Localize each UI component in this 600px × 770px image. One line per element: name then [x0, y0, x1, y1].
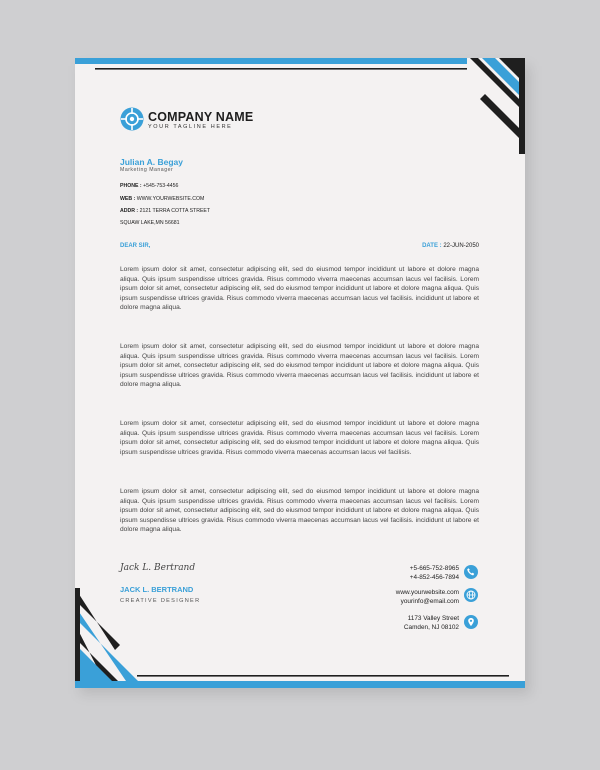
contact-web [396, 588, 459, 606]
globe-icon [464, 588, 478, 602]
sender-address: 2121 TERRA COTTA STREET [139, 208, 211, 214]
contact-street: 1173 Valley Street [407, 615, 459, 622]
location-pin-icon [464, 615, 478, 629]
date-label: DATE : [422, 243, 442, 249]
signature: Jack L. Bertrand [120, 563, 196, 573]
contact-phone-2: +4-852-456-7894 [409, 574, 459, 581]
phone-label: PHONE : [120, 183, 142, 189]
signer-name: JACK L. BERTRAND [120, 585, 194, 594]
sender-web: WWW.YOURWEBSITE.COM [136, 196, 205, 202]
target-circle-icon [120, 107, 144, 131]
sender-name: Julian A. Begay [120, 157, 183, 167]
contact-phone-1: +5-665-752-8965 [409, 565, 459, 572]
body-paragraph-3: Lorem ipsum dolor sit amet, consectetur adipiscing elit, sed do eiusmod tempor incididunt ut labore et dolore magna aliqua. Quis ipsum suspendisse ultrices gravida. Risus commodo viverra maecenas accumsan lacus vel facilisis. Lorem ipsum dolor sit amet, consectetur adipiscing elit, sed do eiusmod tempor incididunt ut labore et dolore magna aliqua. Quis ipsum suspendisse ultrices gravida. Risus commodo viverra maecenas accumsan lacus vel facilisis. [120, 420, 479, 456]
sender-phone: +545-753-4456 [143, 183, 179, 189]
company-name: COMPANY NAME [148, 110, 254, 124]
sender-address-line-2: SQUAW LAKE,MN 56681 [120, 220, 180, 226]
salutation: DEAR SIR, [120, 243, 151, 249]
contact-address [404, 614, 459, 632]
sender-address-line [120, 208, 210, 214]
body-paragraph-4: Lorem ipsum dolor sit amet, consectetur adipiscing elit, sed do eiusmod tempor incididunt ut labore et dolore magna aliqua. Quis ipsum suspendisse ultrices gravida. Risus commodo viverra maecenas accumsan lacus vel facilisis. Lorem ipsum dolor sit amet, consectetur adipiscing elit, sed do eiusmod tempor incididunt ut labore et dolore magna aliqua. Quis ipsum suspendisse ultrices gravida. Risus commodo viverra maecenas accumsan lacus vel facilisis. incididunt ut labore et dolore magna aliqua. [120, 488, 479, 534]
letter-date [422, 243, 479, 249]
contact-phones [410, 564, 459, 582]
letterhead-page [75, 58, 525, 688]
date-value: 22-JUN-2050 [443, 243, 479, 249]
company-tagline: YOUR TAGLINE HERE [148, 124, 233, 130]
web-label: WEB : [120, 196, 136, 202]
body-paragraph-2: Lorem ipsum dolor sit amet, consectetur adipiscing elit, sed do eiusmod tempor incididunt ut labore et dolore magna aliqua. Quis ipsum suspendisse ultrices gravida. Risus commodo viverra maecenas accumsan lacus vel facilisis. Lorem ipsum dolor sit amet, consectetur adipiscing elit, sed do eiusmod tempor incididunt ut labore et dolore magna aliqua. Quis ipsum suspendisse ultrices gravida. Risus commodo viverra maecenas accumsan lacus vel facilisis. incididunt ut labore et dolore magna aliqua. [120, 343, 479, 389]
sender-phone-line [120, 183, 178, 189]
phone-icon [464, 565, 478, 579]
signer-title: CREATIVE DESIGNER [120, 598, 201, 604]
contact-city: Camden, NJ 08102 [403, 624, 459, 631]
sender-title: Marketing Manager [120, 167, 174, 173]
body-paragraph-1: Lorem ipsum dolor sit amet, consectetur adipiscing elit, sed do eiusmod tempor incididunt ut labore et dolore magna aliqua. Quis ipsum suspendisse ultrices gravida. Risus commodo viverra maecenas accumsan lacus vel facilisis. Lorem ipsum dolor sit amet, consectetur adipiscing elit, sed do eiusmod tempor incididunt ut labore et dolore magna aliqua. Quis ipsum suspendisse ultrices gravida. Risus commodo viverra maecenas accumsan lacus vel facilisis. incididunt ut labore et dolore magna aliqua. [120, 266, 479, 312]
address-label: ADDR : [120, 208, 139, 214]
sender-web-line [120, 196, 204, 202]
contact-email: yourinfo@email.com [400, 598, 459, 605]
contact-website: www.yourwebsite.com [395, 589, 459, 596]
